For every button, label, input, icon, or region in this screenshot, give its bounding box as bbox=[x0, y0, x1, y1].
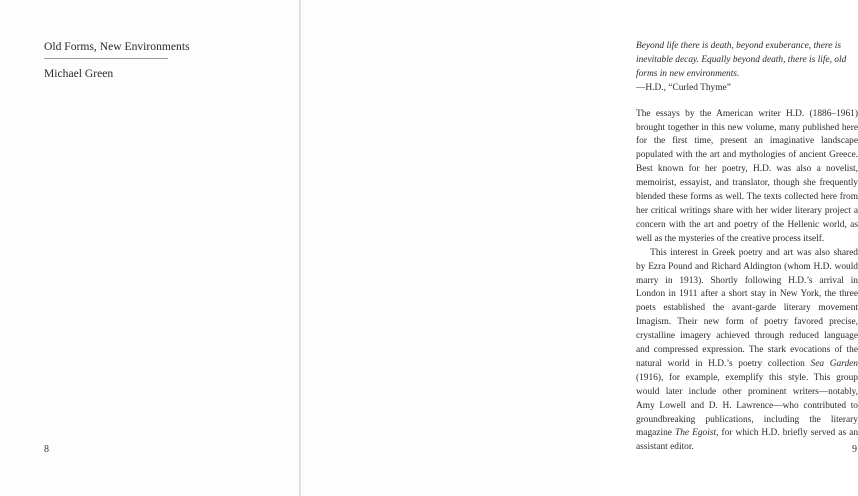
running-title: Old Forms, New Environments bbox=[44, 40, 190, 53]
epigraph-attribution: —H.D., “Curled Thyme” bbox=[636, 82, 731, 93]
paragraph-2-part-2: (1916), for example, exemplify this style. This group would later include other prominent writers—notably, Amy Lowell and D. H. Lawrence—who contributed to groundbreaking publications, including the literary magazine bbox=[636, 372, 858, 439]
page-number-left: 8 bbox=[44, 444, 49, 455]
paragraph-2 bbox=[636, 247, 858, 456]
right-page bbox=[300, 0, 858, 496]
epigraph: Beyond life there is death, beyond exuberance, there is inevitable decay. Equally beyond death, there is life, old forms in new environments. bbox=[636, 41, 847, 79]
title-the-egoist: The Egoist bbox=[674, 428, 717, 439]
book-gutter bbox=[299, 0, 301, 496]
title-sea-garden: Sea Garden bbox=[810, 358, 858, 369]
paragraph-2-part-1: This interest in Greek poetry and art was also shared by Ezra Pound and Richard Aldington (whom H.D. would marry in 1913). Shortly following H.D.’s arrival in London in 1911 after a short stay in New York, the three poets established the avant-garde literary movement Imagism. Their new form of poetry favored precise, crystalline imagery achieved through reduced language and compressed expression. The stark evocations of the natural world in H.D.’s poetry collection bbox=[636, 247, 858, 369]
paragraph-1: The essays by the American writer H.D. (1886–1961) brought together in this new volume, many published here for the first time, present an imaginative landscape populated with the art and mythologies of ancient Greece. Best known for her poetry, H.D. was also a novelist, memoirist, essayist, and translator, though she frequently blended these forms as well. The texts collected here from her critical writings share with her wider literary project a concern with the art and poetry of the Hellenic world, as well as the mysteries of the creative process itself. bbox=[636, 108, 858, 244]
left-page bbox=[0, 0, 300, 496]
body-text bbox=[636, 40, 858, 455]
title-rule bbox=[44, 58, 168, 59]
paragraph-2-part-3: , for which H.D. briefly served as an assistant editor. bbox=[636, 428, 858, 453]
author-name: Michael Green bbox=[44, 67, 114, 80]
page-number-right: 9 bbox=[852, 444, 857, 455]
